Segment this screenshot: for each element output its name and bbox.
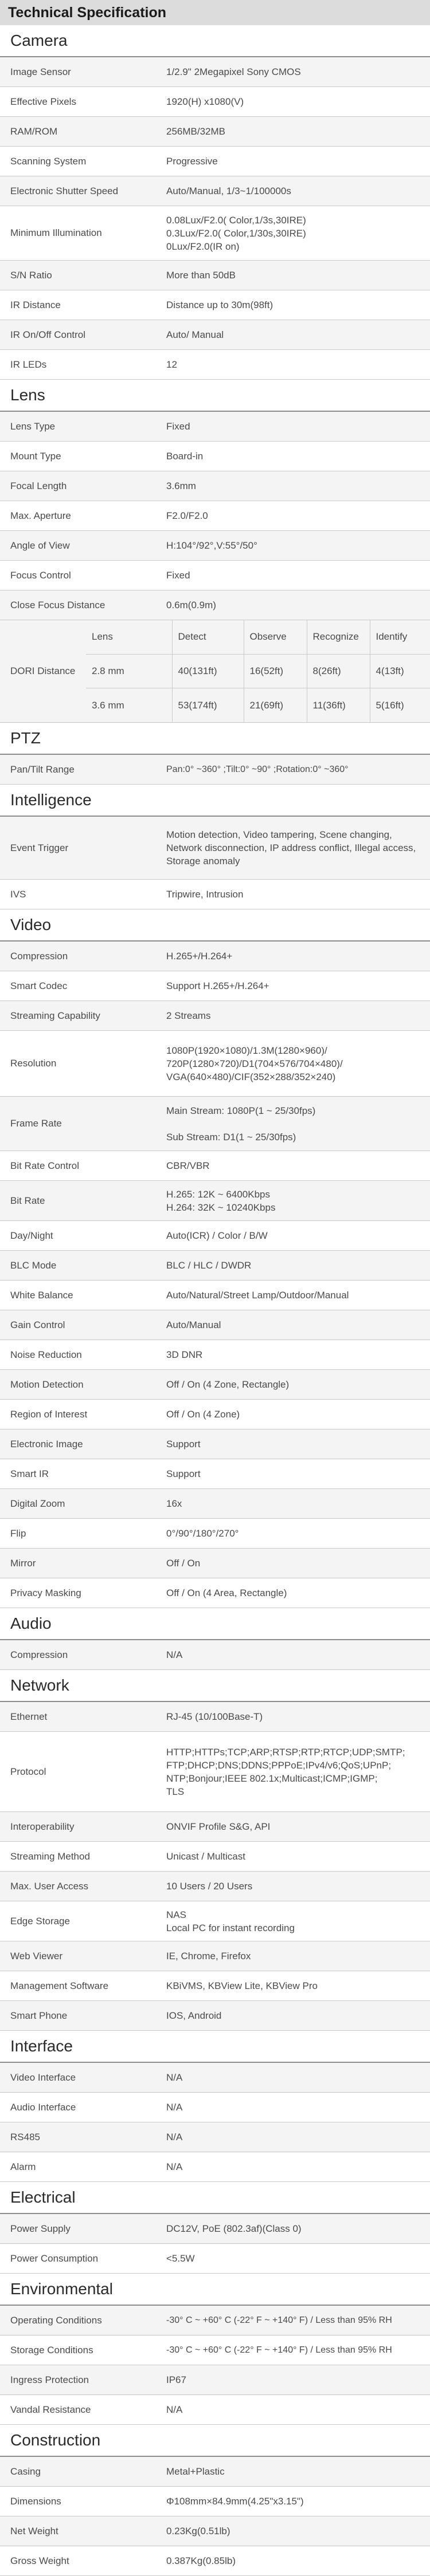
section-title-environmental: Environmental [0, 2274, 430, 2306]
section-title-lens: Lens [0, 380, 430, 412]
spec-label: Noise Reduction [10, 1349, 82, 1360]
spec-label: Pan/Tilt Range [10, 763, 75, 775]
spec-label: Max. User Access [10, 1880, 89, 1892]
spec-label: Bit Rate Control [10, 1160, 79, 1171]
ptz-rows [0, 755, 430, 785]
spec-label: Ethernet [10, 1711, 48, 1722]
spec-label: IR Distance [10, 299, 61, 310]
spec-label: Smart Phone [10, 2010, 68, 2021]
spec-value: Fixed [166, 421, 190, 432]
spec-value: N/A [166, 2161, 183, 2172]
dori-header: Recognize [307, 620, 370, 654]
spec-row [0, 117, 430, 147]
spec-label: Region of Interest [10, 1408, 88, 1420]
dori-cell: 11(36ft) [307, 688, 370, 722]
spec-value: Support [166, 1439, 201, 1450]
spec-label: Resolution [10, 1058, 57, 1069]
spec-label: IR On/Off Control [10, 329, 86, 340]
spec-value: IP67 [166, 2374, 186, 2385]
spec-value: 0.387Kg(0.85lb) [166, 2555, 236, 2566]
spec-label: Motion Detection [10, 1378, 84, 1390]
spec-row [0, 1251, 430, 1281]
spec-label: Edge Storage [10, 1915, 70, 1927]
spec-label: Dimensions [10, 2495, 61, 2507]
spec-label: Audio Interface [10, 2101, 76, 2113]
spec-label: Management Software [10, 1980, 109, 1991]
spec-value: 16x [166, 1498, 182, 1509]
spec-value: Support [166, 1468, 201, 1479]
spec-row [0, 1181, 430, 1221]
spec-row [0, 817, 430, 880]
spec-row [0, 1549, 430, 1578]
spec-label: IR LEDs [10, 359, 47, 370]
spec-label: Mirror [10, 1557, 36, 1569]
spec-row [0, 147, 430, 176]
spec-label: Smart Codec [10, 980, 68, 991]
environmental-rows [0, 2306, 430, 2425]
intelligence-rows [0, 817, 430, 909]
spec-value: H:104°/92°,V:55°/50° [166, 540, 257, 551]
spec-value: Board-in [166, 451, 204, 462]
spec-row [0, 1971, 430, 2001]
spec-row [0, 942, 430, 971]
spec-value: 12 [166, 359, 177, 370]
dori-cell: 40(131ft) [172, 654, 244, 688]
spec-value: ONVIF Profile S&G, API [166, 1821, 271, 1832]
dori-header: Lens [86, 620, 172, 654]
spec-label: Electronic Image [10, 1438, 83, 1450]
dori-grid [86, 620, 430, 722]
spec-row [0, 176, 430, 206]
spec-label: Angle of View [10, 539, 70, 551]
spec-label: Frame Rate [10, 1118, 62, 1129]
spec-value: 1/2.9" 2Megapixel Sony CMOS [166, 66, 301, 77]
dori-cell: 4(13ft) [370, 654, 430, 688]
audio-rows [0, 1640, 430, 1670]
spec-row [0, 2063, 430, 2093]
spec-label: RS485 [10, 2131, 40, 2142]
dori-row [86, 654, 430, 688]
spec-row [0, 2487, 430, 2516]
spec-value: RJ-45 (10/100Base-T) [166, 1711, 263, 1722]
spec-label: Privacy Masking [10, 1587, 81, 1598]
spec-value: BLC / HLC / DWDR [166, 1260, 252, 1271]
spec-row [0, 1340, 430, 1370]
dori-cell: 8(26ft) [307, 654, 370, 688]
spec-row [0, 1732, 430, 1812]
dori-row [86, 688, 430, 722]
spec-value: Auto/ Manual [166, 329, 224, 340]
spec-value: N/A [166, 2404, 183, 2415]
spec-label: Effective Pixels [10, 96, 76, 107]
section-title-interface: Interface [0, 2031, 430, 2063]
spec-label: Alarm [10, 2161, 36, 2172]
spec-label: IVS [10, 888, 26, 900]
spec-label: Smart IR [10, 1468, 49, 1479]
spec-row [0, 1640, 430, 1670]
spec-row [0, 1812, 430, 1842]
spec-value: Progressive [166, 156, 218, 167]
spec-row [0, 1842, 430, 1872]
spec-label: Scanning System [10, 155, 87, 167]
spec-label: Net Weight [10, 2525, 58, 2536]
dori-header: Identify [370, 620, 430, 654]
spec-row [0, 1872, 430, 1901]
section-title-camera: Camera [0, 25, 430, 57]
spec-row [0, 350, 430, 380]
spec-row [0, 261, 430, 290]
spec-label: Operating Conditions [10, 2314, 102, 2326]
spec-row [0, 590, 430, 620]
spec-label: Image Sensor [10, 66, 71, 77]
spec-label: Ingress Protection [10, 2374, 89, 2385]
spec-row [0, 2214, 430, 2244]
spec-value: 3.6mm [166, 480, 196, 491]
dori-cell: 21(69ft) [244, 688, 307, 722]
spec-value: IOS, Android [166, 2010, 222, 2021]
spec-label: Focal Length [10, 480, 67, 491]
spec-row [0, 442, 430, 471]
spec-value: 1920(H) x1080(V) [166, 96, 244, 107]
spec-row [0, 1310, 430, 1340]
spec-row [0, 206, 430, 261]
spec-value: HTTP;HTTPs;TCP;ARP;RTSP;RTP;RTCP;UDP;SMTP; FTP;DHCP;DNS;DDNS;PPPoE;IPv4/v6;QoS;UPnP; NTP;Bonjour;IEEE 802.1x;Multicast;ICMP;IGMP; TLS [166, 1746, 405, 1797]
dori-cell: 5(16ft) [370, 688, 430, 722]
spec-value: Tripwire, Intrusion [166, 889, 244, 900]
spec-row [0, 1400, 430, 1429]
spec-row [0, 1429, 430, 1459]
spec-value: Auto/Manual, 1/3~1/100000s [166, 186, 291, 196]
spec-label: Video Interface [10, 2071, 76, 2083]
spec-label: Digital Zoom [10, 1498, 65, 1509]
spec-row [0, 2335, 430, 2365]
spec-label: RAM/ROM [10, 125, 58, 137]
spec-value: CBR/VBR [166, 1160, 210, 1171]
spec-row [0, 1221, 430, 1251]
spec-label: Event Trigger [10, 842, 69, 853]
spec-label: Streaming Capability [10, 1010, 100, 1021]
spec-value: Unicast / Multicast [166, 1851, 245, 1862]
spec-value: H.265: 12K ~ 6400Kbps H.264: 32K ~ 10240Kbps [166, 1188, 276, 1213]
section-title-audio: Audio [0, 1608, 430, 1640]
camera-rows [0, 57, 430, 380]
dori-cell: 3.6 mm [92, 699, 124, 711]
spec-row [0, 1702, 430, 1732]
spec-label: Mount Type [10, 450, 61, 462]
spec-row [0, 471, 430, 501]
spec-label: S/N Ratio [10, 269, 52, 281]
spec-label: Bit Rate [10, 1195, 45, 1206]
spec-value: Off / On (4 Area, Rectangle) [166, 1588, 287, 1598]
spec-label: Power Consumption [10, 2252, 99, 2264]
lens-rows [0, 412, 430, 620]
spec-row [0, 971, 430, 1001]
spec-value: Φ108mm×84.9mm(4.25"x3.15") [166, 2496, 304, 2507]
section-title-network: Network [0, 1670, 430, 1702]
spec-value: Support H.265+/H.264+ [166, 980, 269, 991]
spec-value: Distance up to 30m(98ft) [166, 300, 273, 310]
spec-value: More than 50dB [166, 270, 236, 281]
spec-row [0, 1001, 430, 1031]
spec-row [0, 87, 430, 117]
section-title-intelligence: Intelligence [0, 785, 430, 817]
spec-label: Power Supply [10, 2223, 71, 2234]
dori-cell: 16(52ft) [244, 654, 307, 688]
spec-value: 256MB/32MB [166, 126, 225, 137]
spec-row [0, 1578, 430, 1608]
dori-header: Detect [172, 620, 244, 654]
spec-row [0, 2093, 430, 2122]
spec-row [0, 2365, 430, 2395]
spec-label: Vandal Resistance [10, 2404, 91, 2415]
spec-value: Off / On [166, 1558, 201, 1569]
spec-value: Auto(ICR) / Color / B/W [166, 1230, 268, 1241]
spec-value: DC12V, PoE (802.3af)(Class 0) [166, 2223, 302, 2234]
dori-label: DORI Distance [10, 665, 76, 676]
spec-value: Motion detection, Video tampering, Scene changing, Network disconnection, IP address conflict, Illegal access, Storage anomaly [166, 829, 416, 866]
spec-value: 1080P(1920×1080)/1.3M(1280×960)/ 720P(1280×720)/D1(704×576/704×480)/ VGA(640×480)/CIF(352×288/352×240) [166, 1045, 343, 1082]
section-title-video: Video [0, 909, 430, 942]
spec-row [0, 1370, 430, 1400]
spec-value: <5.5W [166, 2253, 195, 2264]
spec-value: Off / On (4 Zone, Rectangle) [166, 1379, 290, 1390]
section-title-ptz: PTZ [0, 723, 430, 755]
dori-cell: 2.8 mm [86, 654, 172, 688]
network-rows [0, 1702, 430, 2031]
spec-label: Streaming Method [10, 1850, 90, 1862]
interface-rows [0, 2063, 430, 2182]
spec-value: 2 Streams [166, 1010, 211, 1021]
page-title: Technical Specification [0, 0, 430, 25]
spec-value: 0.08Lux/F2.0( Color,1/3s,30IRE) 0.3Lux/F2.0( Color,1/30s,30IRE) 0Lux/F2.0(IR on) [166, 214, 306, 252]
dori-distance-table [0, 620, 430, 723]
spec-label: White Balance [10, 1289, 73, 1301]
spec-row [0, 1901, 430, 1941]
spec-label: Gross Weight [10, 2555, 69, 2566]
spec-label: BLC Mode [10, 1259, 57, 1271]
spec-label: Flip [10, 1527, 26, 1539]
spec-row [0, 1489, 430, 1519]
spec-value: H.265+/H.264+ [166, 951, 233, 962]
spec-row [0, 2244, 430, 2274]
spec-value: Main Stream: 1080P(1 ~ 25/30fps) Sub Stream: D1(1 ~ 25/30fps) [166, 1105, 316, 1143]
spec-value: 0.6m(0.9m) [166, 600, 216, 610]
spec-value: Off / On (4 Zone) [166, 1409, 240, 1420]
spec-row [0, 2306, 430, 2335]
spec-row [0, 1097, 430, 1151]
spec-label: Web Viewer [10, 1950, 63, 1961]
spec-row [0, 1281, 430, 1310]
construction-rows [0, 2457, 430, 2576]
spec-label: Gain Control [10, 1319, 65, 1330]
spec-value: 3D DNR [166, 1349, 203, 1360]
spec-row [0, 531, 430, 561]
spec-value: N/A [166, 2102, 183, 2113]
spec-value: Fixed [166, 570, 190, 581]
spec-label: Interoperability [10, 1821, 75, 1832]
spec-row [0, 880, 430, 909]
spec-label: Minimum Illumination [10, 227, 102, 238]
spec-row [0, 1941, 430, 1971]
spec-label: Day/Night [10, 1230, 53, 1241]
spec-row [0, 561, 430, 590]
spec-value: 0°/90°/180°/270° [166, 1528, 239, 1539]
spec-row [0, 290, 430, 320]
spec-value: Auto/Manual [166, 1319, 221, 1330]
spec-row [0, 1151, 430, 1181]
spec-value: IE, Chrome, Firefox [166, 1951, 251, 1961]
spec-label: Compression [10, 1649, 68, 1660]
dori-cell: 53(174ft) [172, 688, 244, 722]
spec-row [0, 755, 430, 785]
spec-label: Electronic Shutter Speed [10, 185, 119, 196]
spec-value: 10 Users / 20 Users [166, 1881, 253, 1892]
spec-value: N/A [166, 1649, 183, 1660]
spec-value: Pan:0° ~360° ;Tilt:0° ~90° ;Rotation:0° ~360° [166, 765, 349, 774]
spec-label: Protocol [10, 1766, 46, 1777]
spec-label: Lens Type [10, 420, 56, 432]
section-title-electrical: Electrical [0, 2182, 430, 2214]
spec-row [0, 1459, 430, 1489]
spec-row [0, 57, 430, 87]
spec-row [0, 1031, 430, 1097]
spec-value: Auto/Natural/Street Lamp/Outdoor/Manual [166, 1290, 349, 1301]
dori-header: Observe [244, 620, 307, 654]
spec-row [0, 501, 430, 531]
spec-value: N/A [166, 2132, 183, 2142]
spec-label: Compression [10, 950, 68, 962]
spec-value: N/A [166, 2072, 183, 2083]
spec-row [0, 2152, 430, 2182]
spec-value: Metal+Plastic [166, 2466, 225, 2477]
spec-row [0, 2546, 430, 2576]
spec-row [0, 1519, 430, 1549]
spec-value: -30° C ~ +60° C (-22° F ~ +140° F) / Less than 95% RH [166, 2345, 392, 2355]
spec-value: KBiVMS, KBView Lite, KBView Pro [166, 1980, 318, 1991]
dori-header-row [86, 620, 430, 654]
spec-label: Max. Aperture [10, 510, 71, 521]
spec-row [0, 2395, 430, 2425]
spec-label: Storage Conditions [10, 2344, 93, 2356]
spec-label: Casing [10, 2465, 41, 2477]
spec-row [0, 2001, 430, 2031]
spec-value: NAS Local PC for instant recording [166, 1909, 295, 1933]
spec-row [0, 2457, 430, 2487]
section-title-construction: Construction [0, 2425, 430, 2457]
spec-value: 0.23Kg(0.51lb) [166, 2526, 230, 2536]
spec-row [0, 412, 430, 442]
spec-row [0, 2516, 430, 2546]
spec-row [0, 2122, 430, 2152]
spec-label: Close Focus Distance [10, 599, 105, 610]
electrical-rows [0, 2214, 430, 2274]
spec-label: Focus Control [10, 569, 71, 581]
video-rows [0, 942, 430, 1608]
spec-value: -30° C ~ +60° C (-22° F ~ +140° F) / Less than 95% RH [166, 2315, 392, 2325]
spec-row [0, 320, 430, 350]
spec-value: F2.0/F2.0 [166, 510, 208, 521]
